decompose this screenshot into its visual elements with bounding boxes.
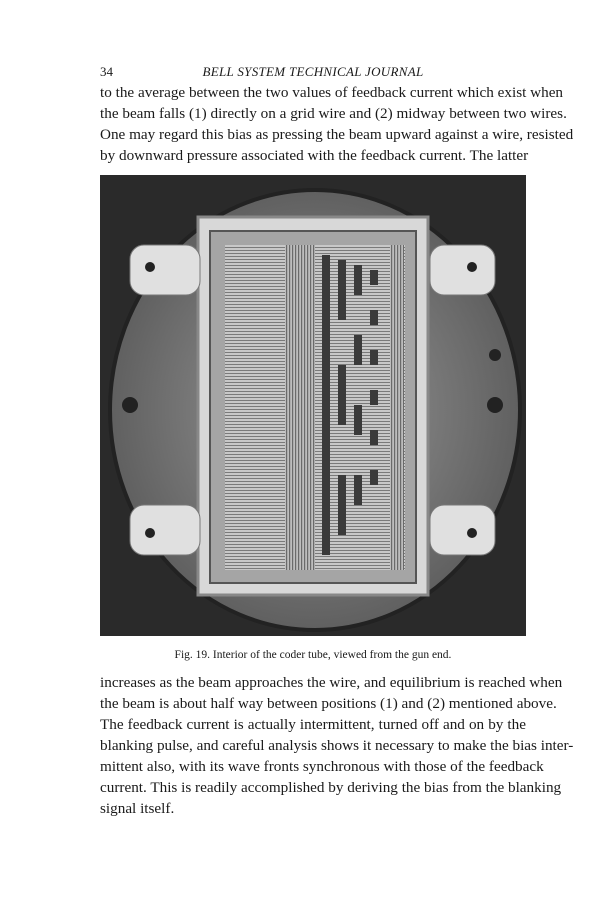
text-line: the beam falls (1) directly on a grid wire and (2) midway between two wires. (100, 105, 567, 122)
running-head: BELL SYSTEM TECHNICAL JOURNAL (202, 64, 424, 79)
text-line: to the average between the two values of feedback current which exist when (100, 84, 564, 101)
text-line: the beam is about half way between positions (1) and (2) mentioned above. (100, 695, 557, 712)
text-line: increases as the beam approaches the wire, and equilibrium is reached when (100, 674, 563, 691)
figure-caption: Fig. 19. Interior of the coder tube, viewed from the gun end. (174, 649, 452, 661)
text-line: mittent also, with its wave fronts synchronous with those of the feedback (100, 758, 544, 775)
text-line: blanking pulse, and careful analysis shows it necessary to make the bias inter- (100, 737, 574, 754)
text-line: The feedback current is actually intermittent, turned off and on by the (100, 716, 526, 733)
text-line: by downward pressure associated with the feedback current. The latter (100, 147, 529, 164)
figure-19-photo (100, 175, 526, 636)
paragraph-2 (100, 672, 574, 819)
page-number: 34 (100, 64, 113, 79)
text-line: current. This is readily accomplished by deriving the bias from the blanking (100, 779, 562, 796)
text-line: One may regard this bias as pressing the beam upward against a wire, resisted (100, 126, 574, 143)
paragraph-1 (100, 82, 574, 166)
text-line: signal itself. (100, 800, 175, 817)
